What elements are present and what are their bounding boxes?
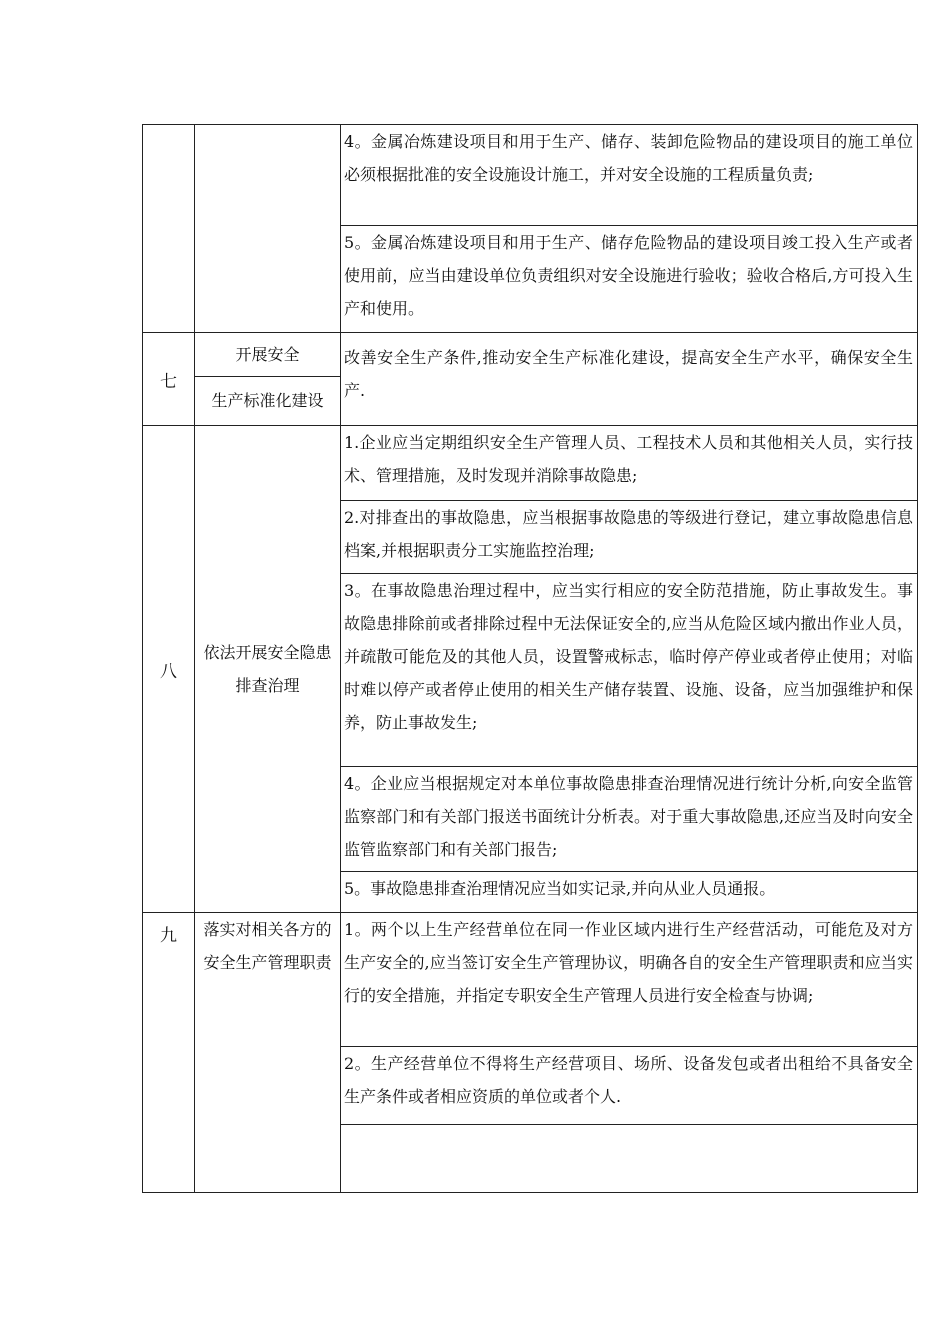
table-row — [143, 333, 918, 426]
row-item: 2。生产经营单位不得将生产经营项目、场所、设备发包或者出租给不具备安全生产条件或者相应资质的单位或者个人. — [341, 1047, 918, 1125]
row-title: 依法开展安全隐患排查治理 — [195, 426, 341, 913]
row-number: 九 — [143, 913, 195, 1193]
row-item: 4。企业应当根据规定对本单位事故隐患排查治理情况进行统计分析,向安全监管监察部门和有关部门报送书面统计分析表。对于重大事故隐患,还应当及时向安全监管监察部门和有关部门报告; — [341, 767, 918, 872]
row-item: 1.企业应当定期组织安全生产管理人员、工程技术人员和其他相关人员，实行技术、管理措施，及时发现并消除事故隐患; — [341, 426, 918, 501]
row-title-cell — [195, 333, 341, 426]
row-number: 八 — [143, 426, 195, 913]
row-item: 5。金属冶炼建设项目和用于生产、储存危险物品的建设项目竣工投入生产或者使用前，应当由建设单位负责组织对安全设施进行验收；验收合格后,方可投入生产和使用。 — [341, 226, 918, 333]
row-number: 七 — [143, 333, 195, 426]
row-item: 3。在事故隐患治理过程中，应当实行相应的安全防范措施，防止事故发生。事故隐患排除前或者排除过程中无法保证安全的,应当从危险区域内撤出作业人员，并疏散可能危及的其他人员，设置警戒标志，临时停产停业或者停止使用；对临时难以停产或者停止使用的相关生产储存装置、设施、设备，应当加强维护和保养，防止事故发生; — [341, 574, 918, 767]
table-row — [143, 426, 918, 501]
row-item: 5。事故隐患排查治理情况应当如实记录,并向从业人员通报。 — [341, 872, 918, 913]
row-item-empty — [341, 1125, 918, 1193]
row-title-bottom: 生产标准化建设 — [211, 391, 324, 410]
row-item: 改善安全生产条件,推动安全生产标准化建设，提高安全生产水平，确保安全生产. — [341, 333, 918, 426]
table-row — [143, 913, 918, 1047]
safety-duties-table — [142, 124, 918, 1193]
document-page — [142, 124, 918, 1195]
table-row — [143, 125, 918, 226]
row-number — [143, 125, 195, 333]
row-item: 1。两个以上生产经营单位在同一作业区域内进行生产经营活动，可能危及对方生产安全的,应当签订安全生产管理协议，明确各自的安全生产管理职责和应当实行的安全措施，并指定专职安全生产管理人员进行安全检查与协调; — [341, 913, 918, 1047]
row-item: 2.对排查出的事故隐患，应当根据事故隐患的等级进行登记，建立事故隐患信息档案,并根据职责分工实施监控治理; — [341, 501, 918, 574]
row-title: 落实对相关各方的安全生产管理职责 — [195, 913, 341, 1193]
row-title — [195, 125, 341, 333]
row-item: 4。金属冶炼建设项目和用于生产、储存、装卸危险物品的建设项目的施工单位必须根据批准的安全设施设计施工，并对安全设施的工程质量负责; — [341, 125, 918, 226]
row-title-top: 开展安全 — [195, 333, 340, 377]
